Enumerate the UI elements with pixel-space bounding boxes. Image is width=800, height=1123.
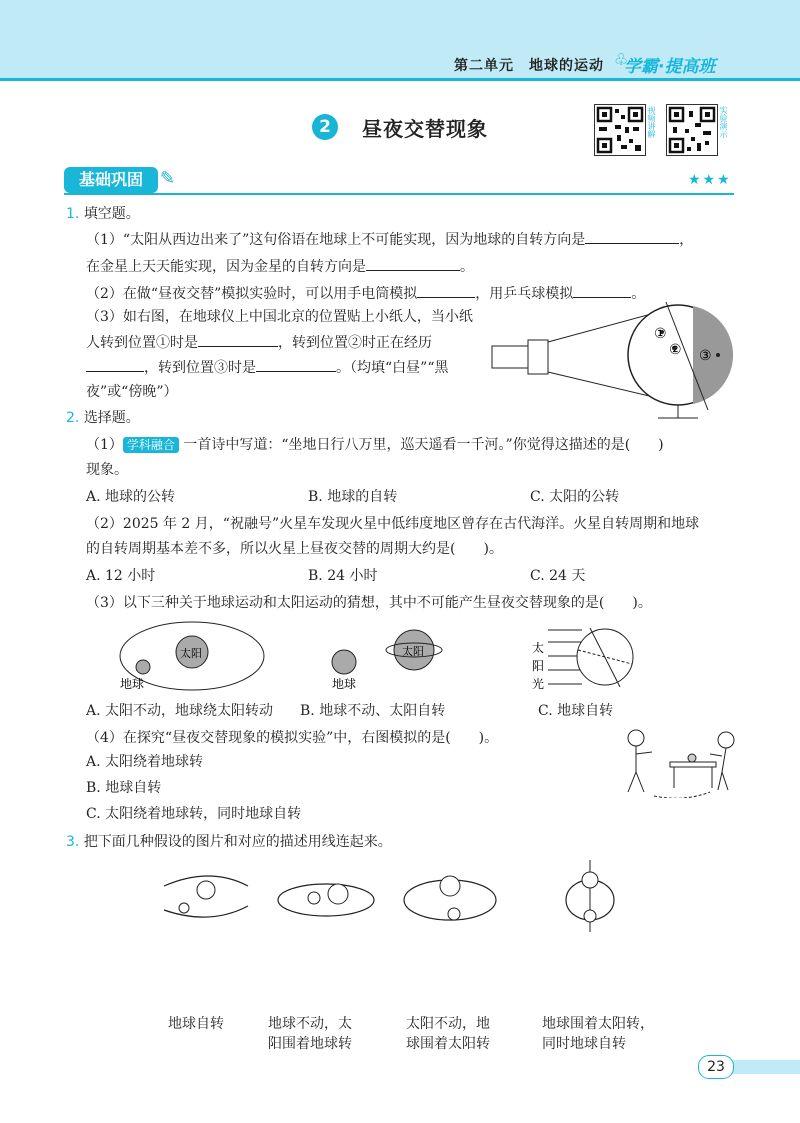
answer-blank[interactable] (198, 332, 278, 347)
q3-desc-3-line2: 球围着太阳转 (406, 1036, 490, 1052)
q2-stem (66, 408, 140, 428)
q1-p3e: 。（均填“白昼”“黑 (336, 360, 449, 376)
q3-desc-4[interactable] (542, 1014, 654, 1054)
header-divider (0, 78, 800, 81)
section-divider (64, 193, 734, 195)
q1-p3d: ，转到位置③时是 (144, 360, 256, 376)
q2-s2-option-a[interactable]: A. 12 小时 (86, 568, 156, 584)
q3-stem (66, 832, 392, 852)
fig-label-2: ② (669, 342, 682, 358)
q2-s3-figures (100, 612, 660, 702)
q2-s4-option-b[interactable]: B. 地球自转 (86, 780, 162, 796)
q2-s2-option-b[interactable]: B. 24 小时 (308, 568, 378, 584)
experiment-figure (614, 726, 744, 798)
page-number: 23 (698, 1055, 734, 1079)
lamp-on-table (688, 754, 696, 762)
q2-s1-prefix: （1） (86, 437, 123, 453)
q3-desc-2[interactable] (268, 1014, 352, 1054)
answer-blank[interactable] (86, 357, 144, 372)
q2-sub4: （4）在探究“昼夜交替现象的模拟实验”中，右图模拟的是( )。 (86, 730, 499, 746)
q3-desc-3[interactable] (406, 1014, 490, 1054)
q3-desc-1-line1: 地球自转 (168, 1016, 224, 1032)
brand-logo: 学霸·提高班 (624, 57, 716, 77)
subject-tag: 学科融合 (123, 437, 179, 453)
earth-b (332, 650, 356, 674)
q1-part3-line2 (86, 332, 432, 353)
q2-s1-option-c[interactable]: C. 太阳的公转 (530, 489, 620, 505)
walking-path (654, 792, 710, 798)
q3-desc-4-line2: 同时地球自转 (542, 1036, 626, 1052)
page-bar (732, 1060, 800, 1074)
lesson-number: 2 (312, 114, 338, 140)
qr-code-left[interactable] (594, 104, 646, 156)
sun-a-label: 太阳 (180, 647, 202, 660)
q2-sub1-line1 (86, 435, 664, 455)
earth-b-label: 地球 (332, 677, 357, 691)
q1-part3-line3 (86, 357, 448, 378)
globe-stand (658, 405, 698, 418)
child-left-head (628, 730, 644, 746)
child-left-body (628, 746, 652, 792)
q3-number: 3. (66, 834, 80, 850)
section-label: 基础巩固 (64, 167, 158, 193)
q2-s3-option-c[interactable]: C. 地球自转 (538, 703, 614, 719)
q2-sub2-line2: 的自转周期基本差不多，所以火星上昼夜交替的周期大约是( )。 (86, 541, 503, 557)
q1-part1-line1 (86, 229, 693, 250)
q3-picture-3[interactable] (404, 876, 496, 920)
q1-p3c: ，转到位置②时正在经历 (278, 335, 432, 351)
lesson-title: 昼夜交替现象 (362, 117, 488, 141)
q3-desc-2-line1: 地球不动，太 (268, 1016, 352, 1032)
answer-blank[interactable] (256, 357, 336, 372)
q2-s2-option-c[interactable]: C. 24 天 (530, 568, 586, 584)
position-dot-3 (716, 353, 720, 357)
q1-p1a-end: ， (679, 232, 694, 248)
q2-s3-option-b[interactable]: B. 地球不动、太阳自转 (300, 703, 446, 719)
answer-blank[interactable] (366, 256, 460, 271)
light-label-2: 阳 (532, 659, 545, 673)
q2-s3-option-a[interactable]: A. 太阳不动，地球绕太阳转动 (86, 703, 274, 719)
answer-blank[interactable] (585, 229, 679, 244)
q3-stem-text: 把下面几种假设的图片和对应的描述用线连起来。 (83, 834, 392, 850)
q3-desc-1[interactable] (168, 1014, 224, 1034)
flashlight-body (492, 346, 528, 368)
q1-number: 1. (66, 206, 80, 222)
q1-p1b: 在金星上天天能实现，因为金星的自转方向是 (86, 259, 366, 275)
qr-left-label: 视频讲解 (647, 106, 656, 138)
answer-blank[interactable] (417, 283, 475, 298)
light-label-3: 光 (532, 677, 545, 691)
q2-stem-text: 选择题。 (83, 410, 140, 426)
q2-sub2-line1: （2）2025 年 2 月，“祝融号”火星车发现火星中低纬度地区曾存在古代海洋。火星自转周期和地球 (86, 516, 700, 532)
q3-desc-2-line2: 阳围着地球转 (268, 1036, 352, 1052)
fig-label-3: ③ (699, 348, 712, 364)
q3-picture-4[interactable] (566, 860, 614, 932)
graduate-icon: ♧ (614, 50, 629, 69)
earth-a-label: 地球 (120, 677, 145, 691)
flashlight-globe-figure (488, 300, 738, 425)
table-top (670, 762, 716, 767)
q2-sub3: （3）以下三种关于地球运动和太阳运动的猜想，其中不可能产生昼夜交替现象的是( )。 (86, 595, 652, 611)
qr-code-right[interactable] (666, 104, 718, 156)
q1-stem (66, 204, 140, 224)
q3-picture-2[interactable] (278, 884, 374, 916)
q1-p2b: ，用乒乓球模拟 (475, 286, 574, 302)
pencil-icon: ✎ (160, 168, 176, 189)
q1-part3-line4: 夜”或“傍晚”） (86, 384, 178, 400)
difficulty-stars: ★★★ (688, 172, 732, 188)
earth-a (136, 660, 150, 674)
flashlight-head (528, 340, 548, 374)
q2-sub1-line2: 现象。 (86, 462, 128, 478)
light-label-1: 太 (532, 641, 545, 655)
q1-p3b: 人转到位置①时是 (86, 335, 198, 351)
unit-title: 第二单元 地球的运动 (454, 58, 604, 74)
q3-pictures (150, 856, 650, 936)
fig-label-1: ① (654, 326, 667, 342)
q2-number: 2. (66, 410, 80, 426)
q1-p2a: （2）在做“昼夜交替”模拟实验时，可以用手电筒模拟 (86, 286, 418, 302)
answer-blank[interactable] (573, 283, 631, 298)
q3-desc-4-line1: 地球围着太阳转， (542, 1016, 654, 1032)
q1-part1-line2 (86, 256, 474, 277)
q3-picture-1[interactable] (164, 876, 248, 917)
q2-s1-text: 一首诗中写道：“坐地日行八万里，巡天遥看一千河。”你觉得这描述的是( ) (183, 437, 664, 453)
q2-s4-option-a[interactable]: A. 太阳绕着地球转 (86, 754, 204, 770)
child-right-head (718, 732, 734, 748)
q1-p2c: 。 (631, 286, 646, 302)
q2-s4-option-c[interactable]: C. 太阳绕着地球转，同时地球自转 (86, 806, 302, 822)
q2-s1-option-b[interactable]: B. 地球的自转 (308, 489, 398, 505)
sun-b-label: 太阳 (402, 645, 424, 658)
q1-stem-text: 填空题。 (83, 206, 140, 222)
q1-p1a: （1）“太阳从西边出来了”这句俗语在地球上不可能实现，因为地球的自转方向是 (86, 232, 586, 248)
qr-right-label: 实验演示 (719, 106, 728, 138)
q1-part3-line1: （3）如右图，在地球仪上中国北京的位置贴上小纸人，当小纸 (86, 309, 473, 325)
q1-p1b-end: 。 (460, 259, 474, 275)
q2-s1-option-a[interactable]: A. 地球的公转 (86, 489, 176, 505)
q3-desc-3-line1: 太阳不动，地 (406, 1016, 490, 1032)
child-right-body (710, 748, 728, 790)
